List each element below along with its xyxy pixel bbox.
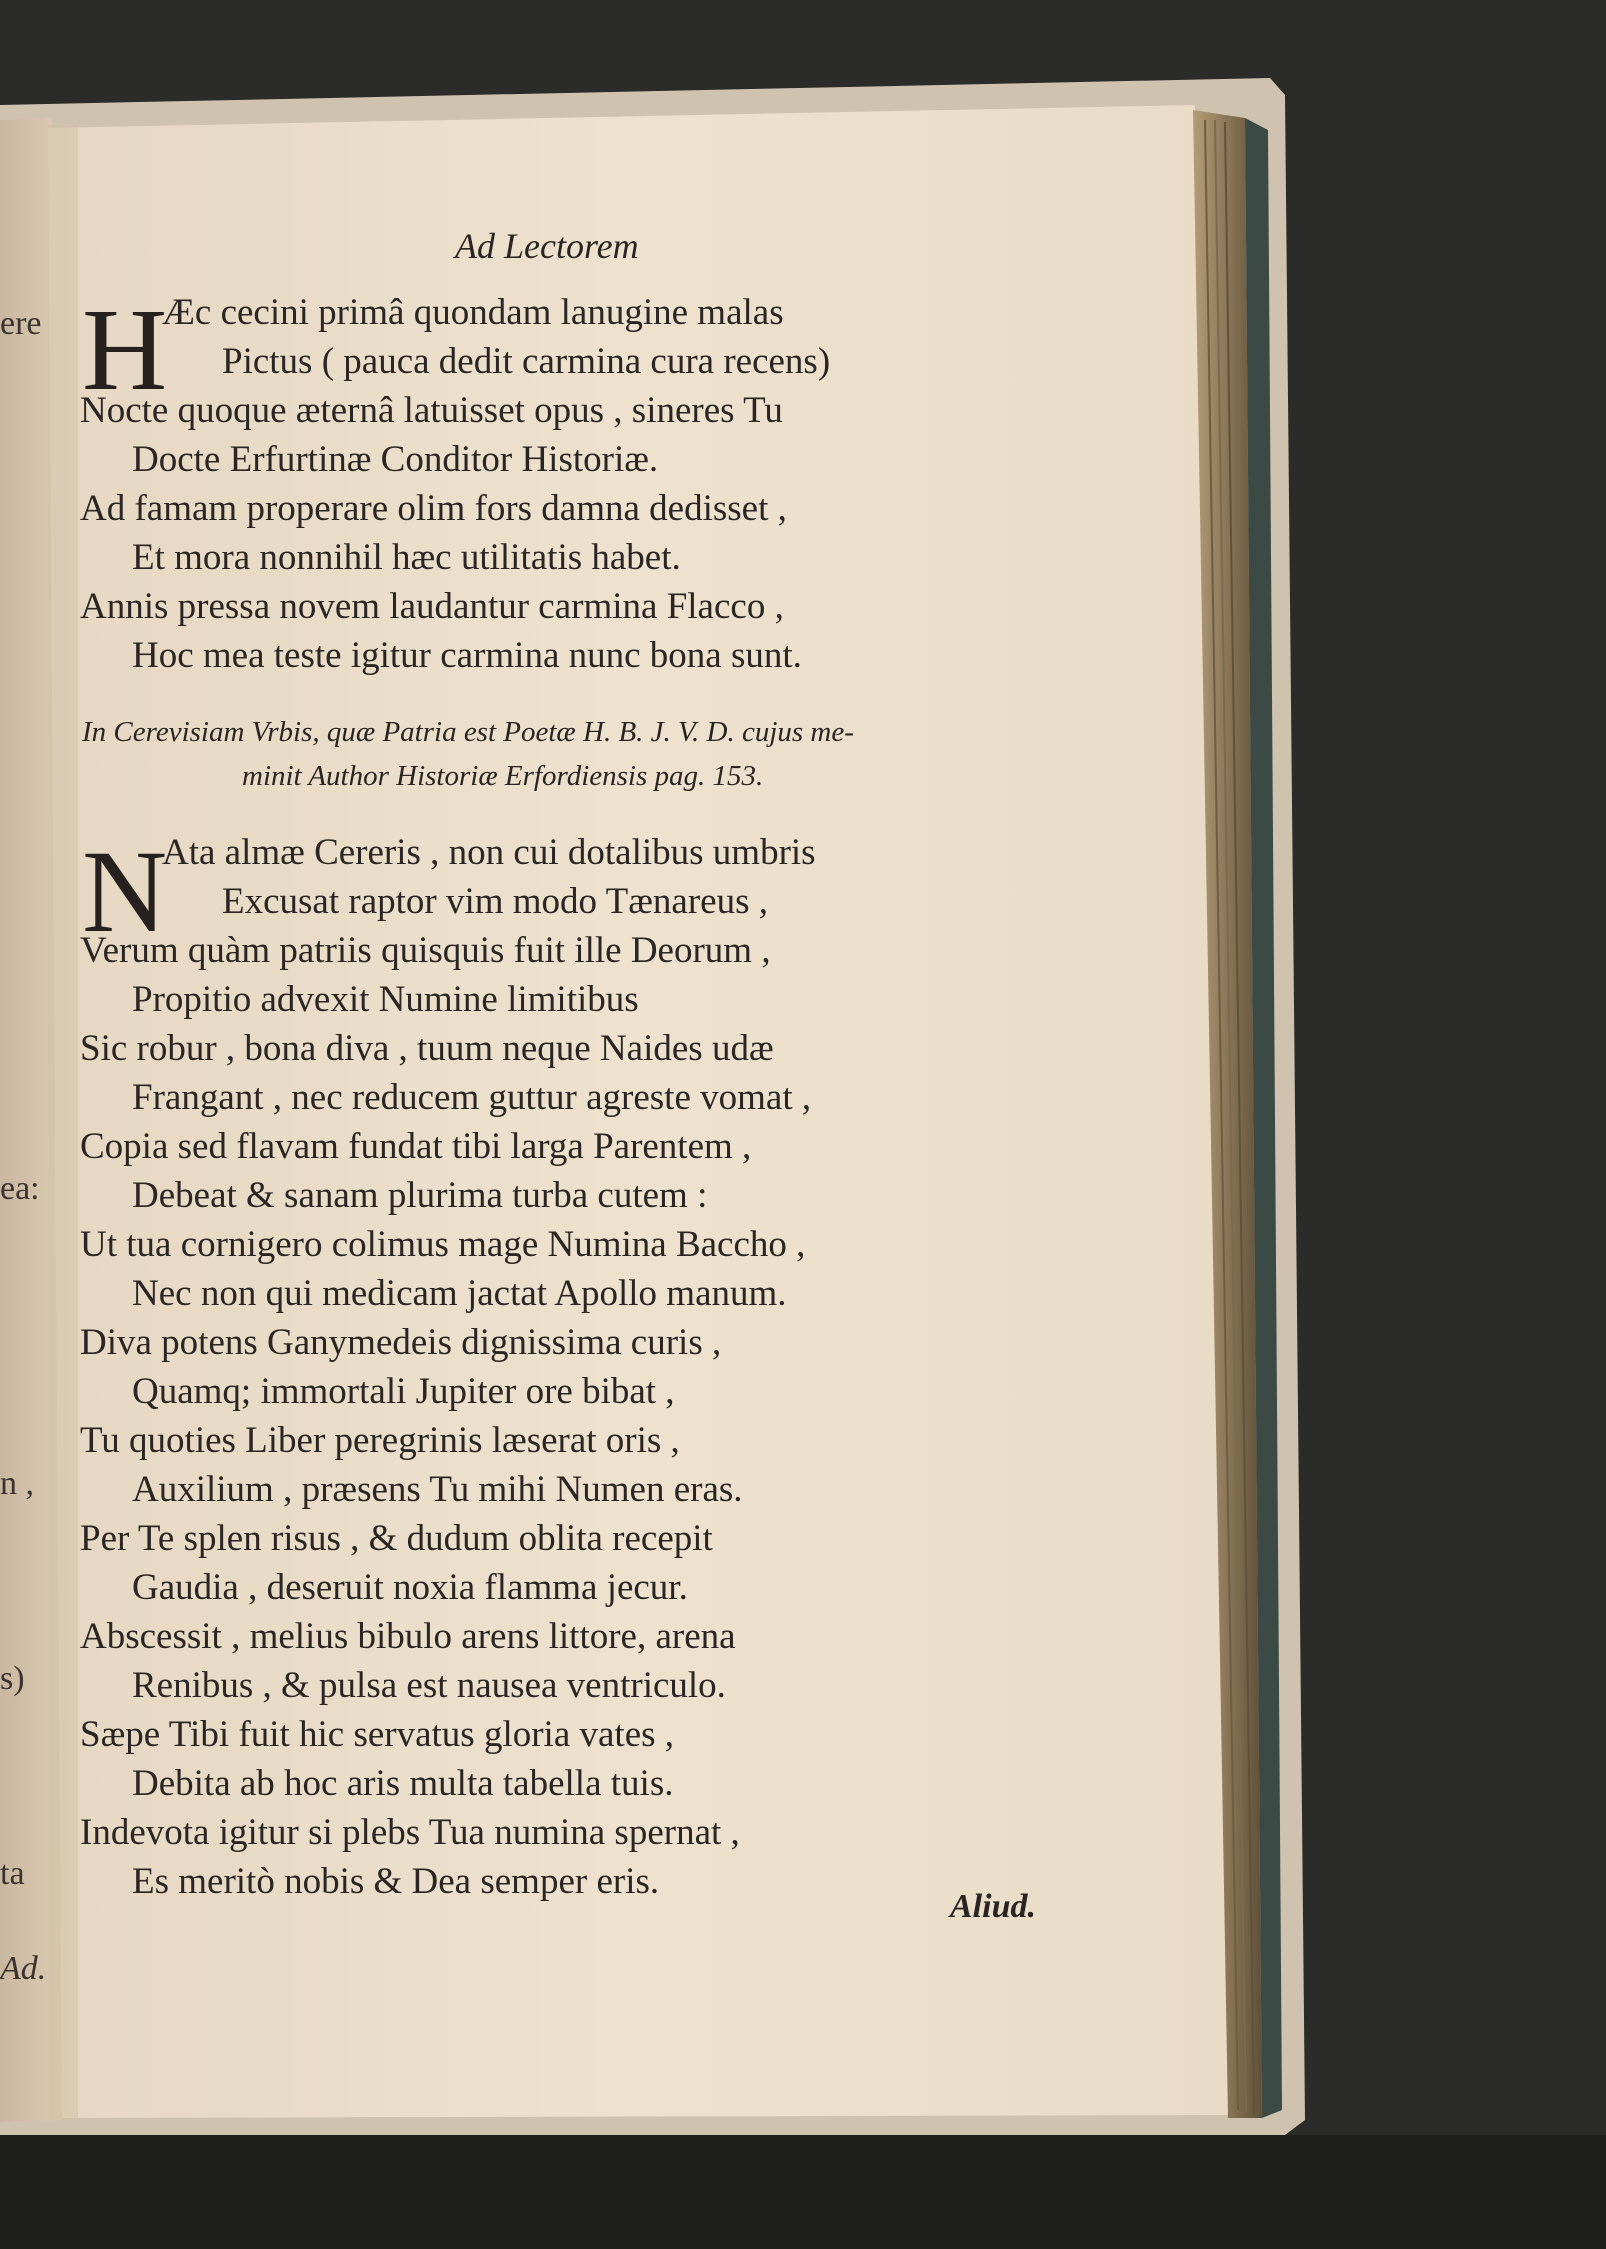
verse-line: Abscessit , melius bibulo arens littore, arena (80, 1616, 736, 1657)
verse-line: Docte Erfurtinæ Conditor Historiæ. (132, 439, 659, 480)
verse-line: Debita ab hoc aris multa tabella tuis. (132, 1763, 674, 1804)
left-page-fragment: ere (0, 305, 42, 342)
verse-line: Sæpe Tibi fuit hic servatus gloria vates , (80, 1714, 675, 1755)
left-page-fragment: n , (0, 1465, 34, 1502)
verse-line: Quamq; immortali Jupiter ore bibat , (132, 1371, 675, 1412)
verse-line: Æc cecini primâ quondam lanugine malas (162, 292, 784, 333)
verse-line: Sic robur , bona diva , tuum neque Naides udæ (80, 1028, 774, 1069)
left-page-fragment: ea: (0, 1170, 40, 1207)
poem-title-caption (82, 710, 1102, 798)
running-header: Ad Lectorem (455, 226, 639, 266)
verse-line: Es meritò nobis & Dea semper eris. (132, 1861, 660, 1902)
verse-line: Indevota igitur si plebs Tua numina spernat , (80, 1812, 740, 1853)
drop-capital: N (82, 826, 168, 957)
verse-line: Propitio advexit Numine limitibus (132, 979, 639, 1020)
verse-line: Ad famam properare olim fors damna dedisset , (80, 488, 787, 529)
drop-capital: H (82, 284, 168, 415)
verse-line: Renibus , & pulsa est nausea ventriculo. (132, 1665, 726, 1706)
verse-line: Hoc mea teste igitur carmina nunc bona sunt. (132, 635, 802, 676)
verse-line: Gaudia , deseruit noxia flamma jecur. (132, 1567, 688, 1608)
verse-line: Per Te splen risus , & dudum oblita recepit (80, 1518, 713, 1559)
left-page-fragment: s) (0, 1660, 25, 1697)
verse-line: Ut tua cornigero colimus mage Numina Baccho , (80, 1224, 806, 1265)
verse-line: Verum quàm patriis quisquis fuit ille Deorum , (80, 930, 771, 971)
verse-line: Nocte quoque æternâ latuisset opus , sineres Tu (80, 390, 783, 431)
left-page-fragment: ta (0, 1855, 25, 1892)
verse-line: Ata almæ Cereris , non cui dotalibus umbris (162, 832, 816, 873)
catchword: Aliud. (950, 1888, 1036, 1925)
caption-line: minit Author Historiæ Erfordiensis pag. 153. (242, 760, 764, 792)
verse-line: Debeat & sanam plurima turba cutem : (132, 1175, 708, 1216)
dedicatory-poem (80, 284, 1100, 680)
cerevisia-poem (80, 828, 1100, 1906)
verse-line: Excusat raptor vim modo Tænareus , (222, 881, 768, 922)
verse-line: Nec non qui medicam jactat Apollo manum. (132, 1273, 787, 1314)
verse-line: Tu quoties Liber peregrinis læserat oris , (80, 1420, 680, 1461)
verse-line: Frangant , nec reducem guttur agreste vomat , (132, 1077, 812, 1118)
caption-line: In Cerevisiam Vrbis, quæ Patria est Poetæ H. B. J. V. D. cujus me- (82, 716, 854, 748)
verse-line: Et mora nonnihil hæc utilitatis habet. (132, 537, 681, 578)
verse-line: Diva potens Ganymedeis dignissima curis , (80, 1322, 722, 1363)
verse-line: Copia sed flavam fundat tibi larga Parentem , (80, 1126, 752, 1167)
verse-line: Pictus ( pauca dedit carmina cura recens) (222, 341, 831, 382)
left-page-fragment: Ad. (0, 1950, 47, 1987)
verse-line: Annis pressa novem laudantur carmina Flacco , (80, 586, 784, 627)
verse-line: Auxilium , præsens Tu mihi Numen eras. (132, 1469, 743, 1510)
